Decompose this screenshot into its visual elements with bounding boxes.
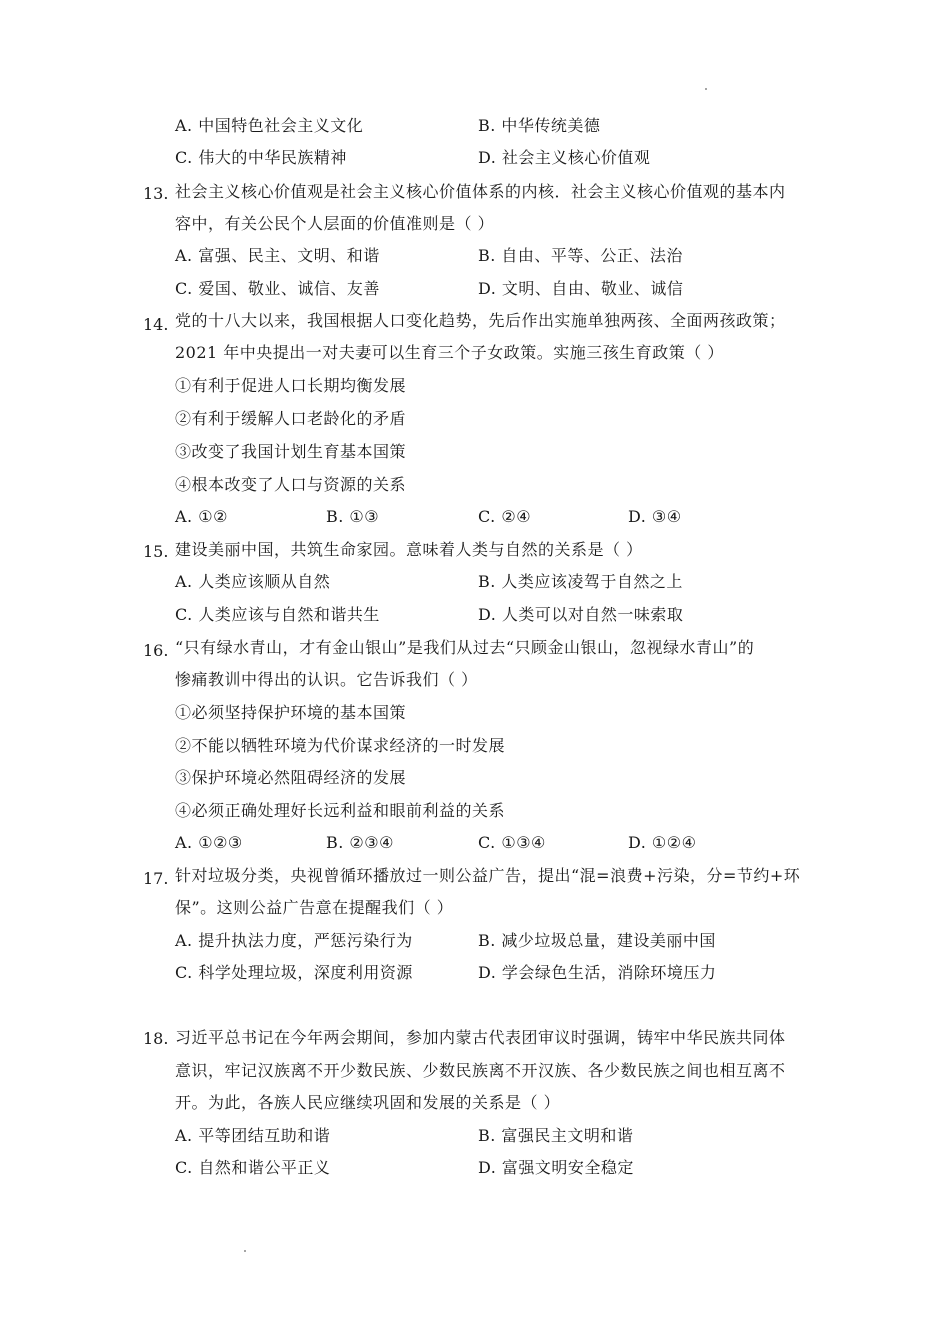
scan-speck xyxy=(705,88,707,90)
q14-stem: 党的十八大以来，我国根据人口变化趋势，先后作出实施单独两孩、全面两孩政策； xyxy=(175,311,786,330)
q14-option-b: B. ①③ xyxy=(326,507,380,526)
q15-number: 15. xyxy=(143,542,169,561)
q14-statement-4: ④根本改变了人口与资源的关系 xyxy=(175,475,407,494)
q13-stem: 容中，有关公民个人层面的价值准则是（ ） xyxy=(175,214,495,233)
q14-statement-3: ③改变了我国计划生育基本国策 xyxy=(175,442,407,461)
q16-option-a: A. ①②③ xyxy=(175,833,243,852)
q13-option-b: B. 自由、平等、公正、法治 xyxy=(478,246,683,265)
q18-option-c: C. 自然和谐公平正义 xyxy=(175,1158,331,1177)
q12-option-c: C. 伟大的中华民族精神 xyxy=(175,148,347,167)
q16-statement-3: ③保护环境必然阻碍经济的发展 xyxy=(175,768,407,787)
q17-option-a: A. 提升执法力度，严惩污染行为 xyxy=(175,931,413,950)
q16-statement-1: ①必须坚持保护环境的基本国策 xyxy=(175,703,407,722)
q14-stem: 2021 年中央提出一对夫妻可以生育三个子女政策。实施三孩生育政策（ ） xyxy=(175,343,724,362)
q16-stem: 惨痛教训中得出的认识。它告诉我们（ ） xyxy=(175,670,478,689)
q13-number: 13. xyxy=(143,184,169,203)
q16-stem: “只有绿水青山，才有金山银山”是我们从过去“只顾金山银山，忽视绿水青山”的 xyxy=(175,638,755,657)
q14-option-d: D. ③④ xyxy=(628,507,682,526)
q14-statement-2: ②有利于缓解人口老龄化的矛盾 xyxy=(175,409,407,428)
q13-option-a: A. 富强、民主、文明、和谐 xyxy=(175,246,380,265)
q16-option-b: B. ②③④ xyxy=(326,833,394,852)
q16-statement-4: ④必须正确处理好长远利益和眼前利益的关系 xyxy=(175,801,506,820)
q15-option-b: B. 人类应该凌驾于自然之上 xyxy=(478,572,683,591)
q14-statement-1: ①有利于促进人口长期均衡发展 xyxy=(175,376,407,395)
scan-speck xyxy=(244,1250,246,1252)
q15-option-c: C. 人类应该与自然和谐共生 xyxy=(175,605,380,624)
q14-option-a: A. ①② xyxy=(175,507,228,526)
q18-option-b: B. 富强民主文明和谐 xyxy=(478,1126,634,1145)
q14-number: 14. xyxy=(143,315,169,334)
q17-stem: 保”。这则公益广告意在提醒我们（ ） xyxy=(175,898,454,917)
q18-option-a: A. 平等团结互助和谐 xyxy=(175,1126,331,1145)
q12-option-d: D. 社会主义核心价值观 xyxy=(478,148,651,167)
q17-option-c: C. 科学处理垃圾，深度利用资源 xyxy=(175,963,413,982)
q16-number: 16. xyxy=(143,641,169,660)
q12-option-b: B. 中华传统美德 xyxy=(478,116,601,135)
q18-number: 18. xyxy=(143,1029,169,1048)
q15-option-a: A. 人类应该顺从自然 xyxy=(175,572,331,591)
q13-option-c: C. 爱国、敬业、诚信、友善 xyxy=(175,279,380,298)
q17-number: 17. xyxy=(143,869,169,888)
q14-option-c: C. ②④ xyxy=(478,507,532,526)
q15-option-d: D. 人类可以对自然一味索取 xyxy=(478,605,684,624)
q18-stem: 习近平总书记在今年两会期间，参加内蒙古代表团审议时强调，铸牢中华民族共同体 xyxy=(175,1028,786,1047)
q18-stem: 开。为此，各族人民应继续巩固和发展的关系是（ ） xyxy=(175,1093,561,1112)
q15-stem: 建设美丽中国，共筑生命家园。意味着人类与自然的关系是（ ） xyxy=(175,540,643,559)
q16-option-c: C. ①③④ xyxy=(478,833,546,852)
q13-option-d: D. 文明、自由、敬业、诚信 xyxy=(478,279,684,298)
q18-stem: 意识，牢记汉族离不开少数民族、少数民族离不开汉族、各少数民族之间也相互离不 xyxy=(175,1061,786,1080)
q13-stem: 社会主义核心价值观是社会主义核心价值体系的内核．社会主义核心价值观的基本内 xyxy=(175,182,786,201)
q12-option-a: A. 中国特色社会主义文化 xyxy=(175,116,364,135)
q17-option-b: B. 减少垃圾总量，建设美丽中国 xyxy=(478,931,716,950)
q17-option-d: D. 学会绿色生活，消除环境压力 xyxy=(478,963,717,982)
q18-option-d: D. 富强文明安全稳定 xyxy=(478,1158,634,1177)
q16-statement-2: ②不能以牺牲环境为代价谋求经济的一时发展 xyxy=(175,736,506,755)
q16-option-d: D. ①②④ xyxy=(628,833,697,852)
q17-stem: 针对垃圾分类，央视曾循环播放过一则公益广告，提出“混=浪费+污染，分=节约+环 xyxy=(175,866,801,885)
